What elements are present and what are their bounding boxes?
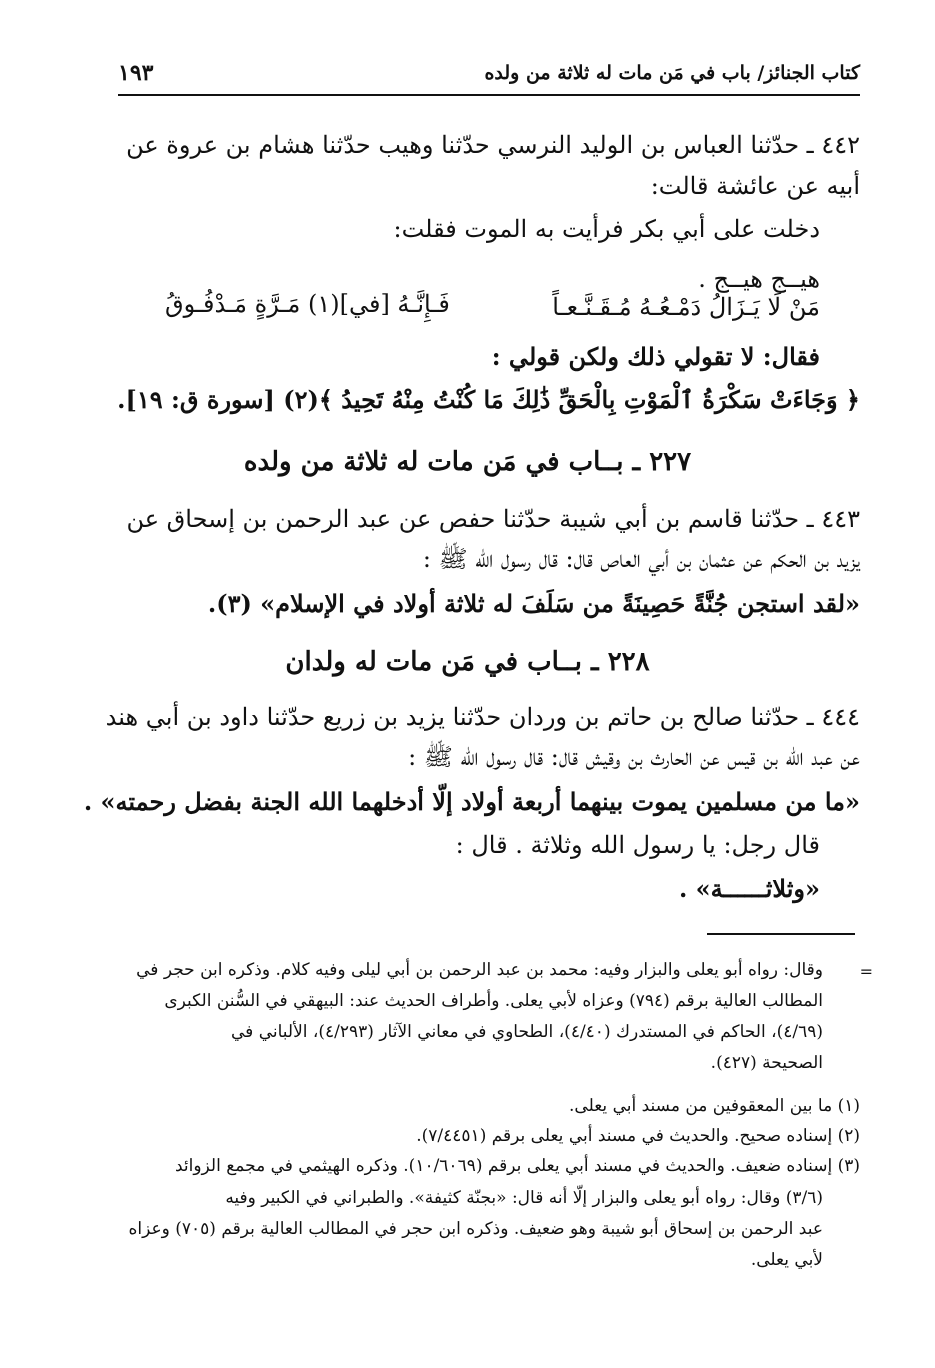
footnote-3-line: لأبي يعلى.: [750, 1250, 823, 1270]
verse-left-hemistich: فَـإِنَّـهُ [في](١) مَـرَّةٍ مَـدْفُـوقُ: [165, 290, 450, 318]
footnote-separator: [707, 933, 855, 935]
hadith-442-line-4: هيــج هيــج .: [698, 265, 820, 293]
hadith-442-line-2: أبيه عن عائشة قالت:: [650, 172, 860, 200]
footnote-continuation-mark: =: [859, 962, 873, 981]
hadith-444-line-2: عن عبد الله بن قيس عن الحارث بن وقيش قال: قال رسول الله ﷺ :: [408, 743, 860, 771]
quran-verse: ﴿ وَجَاءَتْ سَكْرَةُ ٱلْمَوْتِ بِالْحَقِّ ذَٰلِكَ مَا كُنْتُ مِنْهُ تَحِيدُ ﴾(٢) [سورة ق: ١٩].: [117, 385, 860, 414]
footnote-3-line: عبد الرحمن بن إسحاق أبو شيبة وهو ضعيف. وذكره ابن حجر في المطالب العالية برقم (٧٠٥) وعزاه: [128, 1219, 823, 1239]
footnote-1: (١) ما بين المعقوفين من مسند أبي يعلى.: [569, 1096, 860, 1116]
hadith-444-line-3: «ما من مسلمين يموت بينهما أربعة أولاد إلّا أدخلهما الله الجنة بفضل رحمته» .: [83, 787, 860, 816]
hadith-444-line-5: «وثلاثــــــة» .: [678, 874, 820, 903]
footnote-2: (٢) إسناده صحيح. والحديث في مسند أبي يعلى برقم (٧/٤٤٥١).: [416, 1126, 860, 1146]
chapter-heading-227: ٢٢٧ ـ بــاب في مَن مات له ثلاثة من ولده: [243, 447, 692, 477]
hadith-444-line-1: ٤٤٤ ـ حدّثنا صالح بن حاتم بن وردان حدّثنا يزيد بن زريع حدّثنا داود بن أبي هند: [105, 703, 860, 731]
hadith-442-line-6: فقال: لا تقولي ذلك ولكن قولي :: [491, 342, 820, 371]
hadith-442-line-1: ٤٤٢ ـ حدّثنا العباس بن الوليد النرسي حدّثنا وهيب حدّثنا هشام بن عروة عن: [126, 131, 860, 159]
footnote-cont-line: المطالب العالية برقم (٧٩٤) وعزاه لأبي يعلى. وأطراف الحديث عند: البيهقي في السُّنن الكبرى: [164, 991, 823, 1011]
page-number: ١٩٣: [118, 60, 154, 86]
chapter-heading-228: ٢٢٨ ـ بــاب في مَن مات له ولدان: [285, 647, 650, 677]
hadith-442-line-3: دخلت على أبي بكر فرأيت به الموت فقلت:: [393, 215, 820, 243]
hadith-443-line-1: ٤٤٣ ـ حدّثنا قاسم بن أبي شيبة حدّثنا حفص عن عبد الرحمن بن إسحاق عن: [126, 505, 860, 533]
footnote-cont-line: (٤/٦٩)، الحاكم في المستدرك (٤/٤٠)، الطحاوي في معاني الآثار (٤/٢٩٣)، الألباني في: [231, 1022, 823, 1042]
hadith-444-line-4: قال رجل: يا رسول الله وثلاثة . قال :: [455, 831, 820, 859]
footnote-3-line: (٣/٦) وقال: رواه أبو يعلى والبزار إلّا أنه قال: «بجنّة كثيفة». والطبراني في الكبير وفيه: [225, 1188, 823, 1208]
footnote-cont-line: وقال: رواه أبو يعلى والبزار وفيه: محمد بن عبد الرحمن بن أبي ليلى وفيه كلام. وذكره ابن حجر في: [136, 960, 823, 980]
hadith-443-line-2: يزيد بن الحكم عن عثمان بن أبي العاص قال: قال رسول الله ﷺ :: [422, 545, 860, 573]
verse-right-hemistich: مَنْ لَا يَـزَالُ دَمْـعُـهُ مُـقَـنَّـعـاً: [552, 293, 820, 321]
running-header: [118, 58, 860, 96]
hadith-443-line-3: «لقد استجن جُنَّةً حَصِينَةً من سَلَفَ له ثلاثة أولاد في الإسلام» (٣).: [207, 589, 860, 618]
footnote-3-line: (٣) إسناده ضعيف. والحديث في مسند أبي يعلى برقم (١٠/٦٠٦٩). وذكره الهيثمي في مجمع الزوائد: [174, 1156, 860, 1176]
running-title: كتاب الجنائز/ باب في مَن مات له ثلاثة من ولده: [484, 62, 860, 84]
footnote-cont-line: الصحيحة (٤٢٧).: [710, 1053, 823, 1073]
